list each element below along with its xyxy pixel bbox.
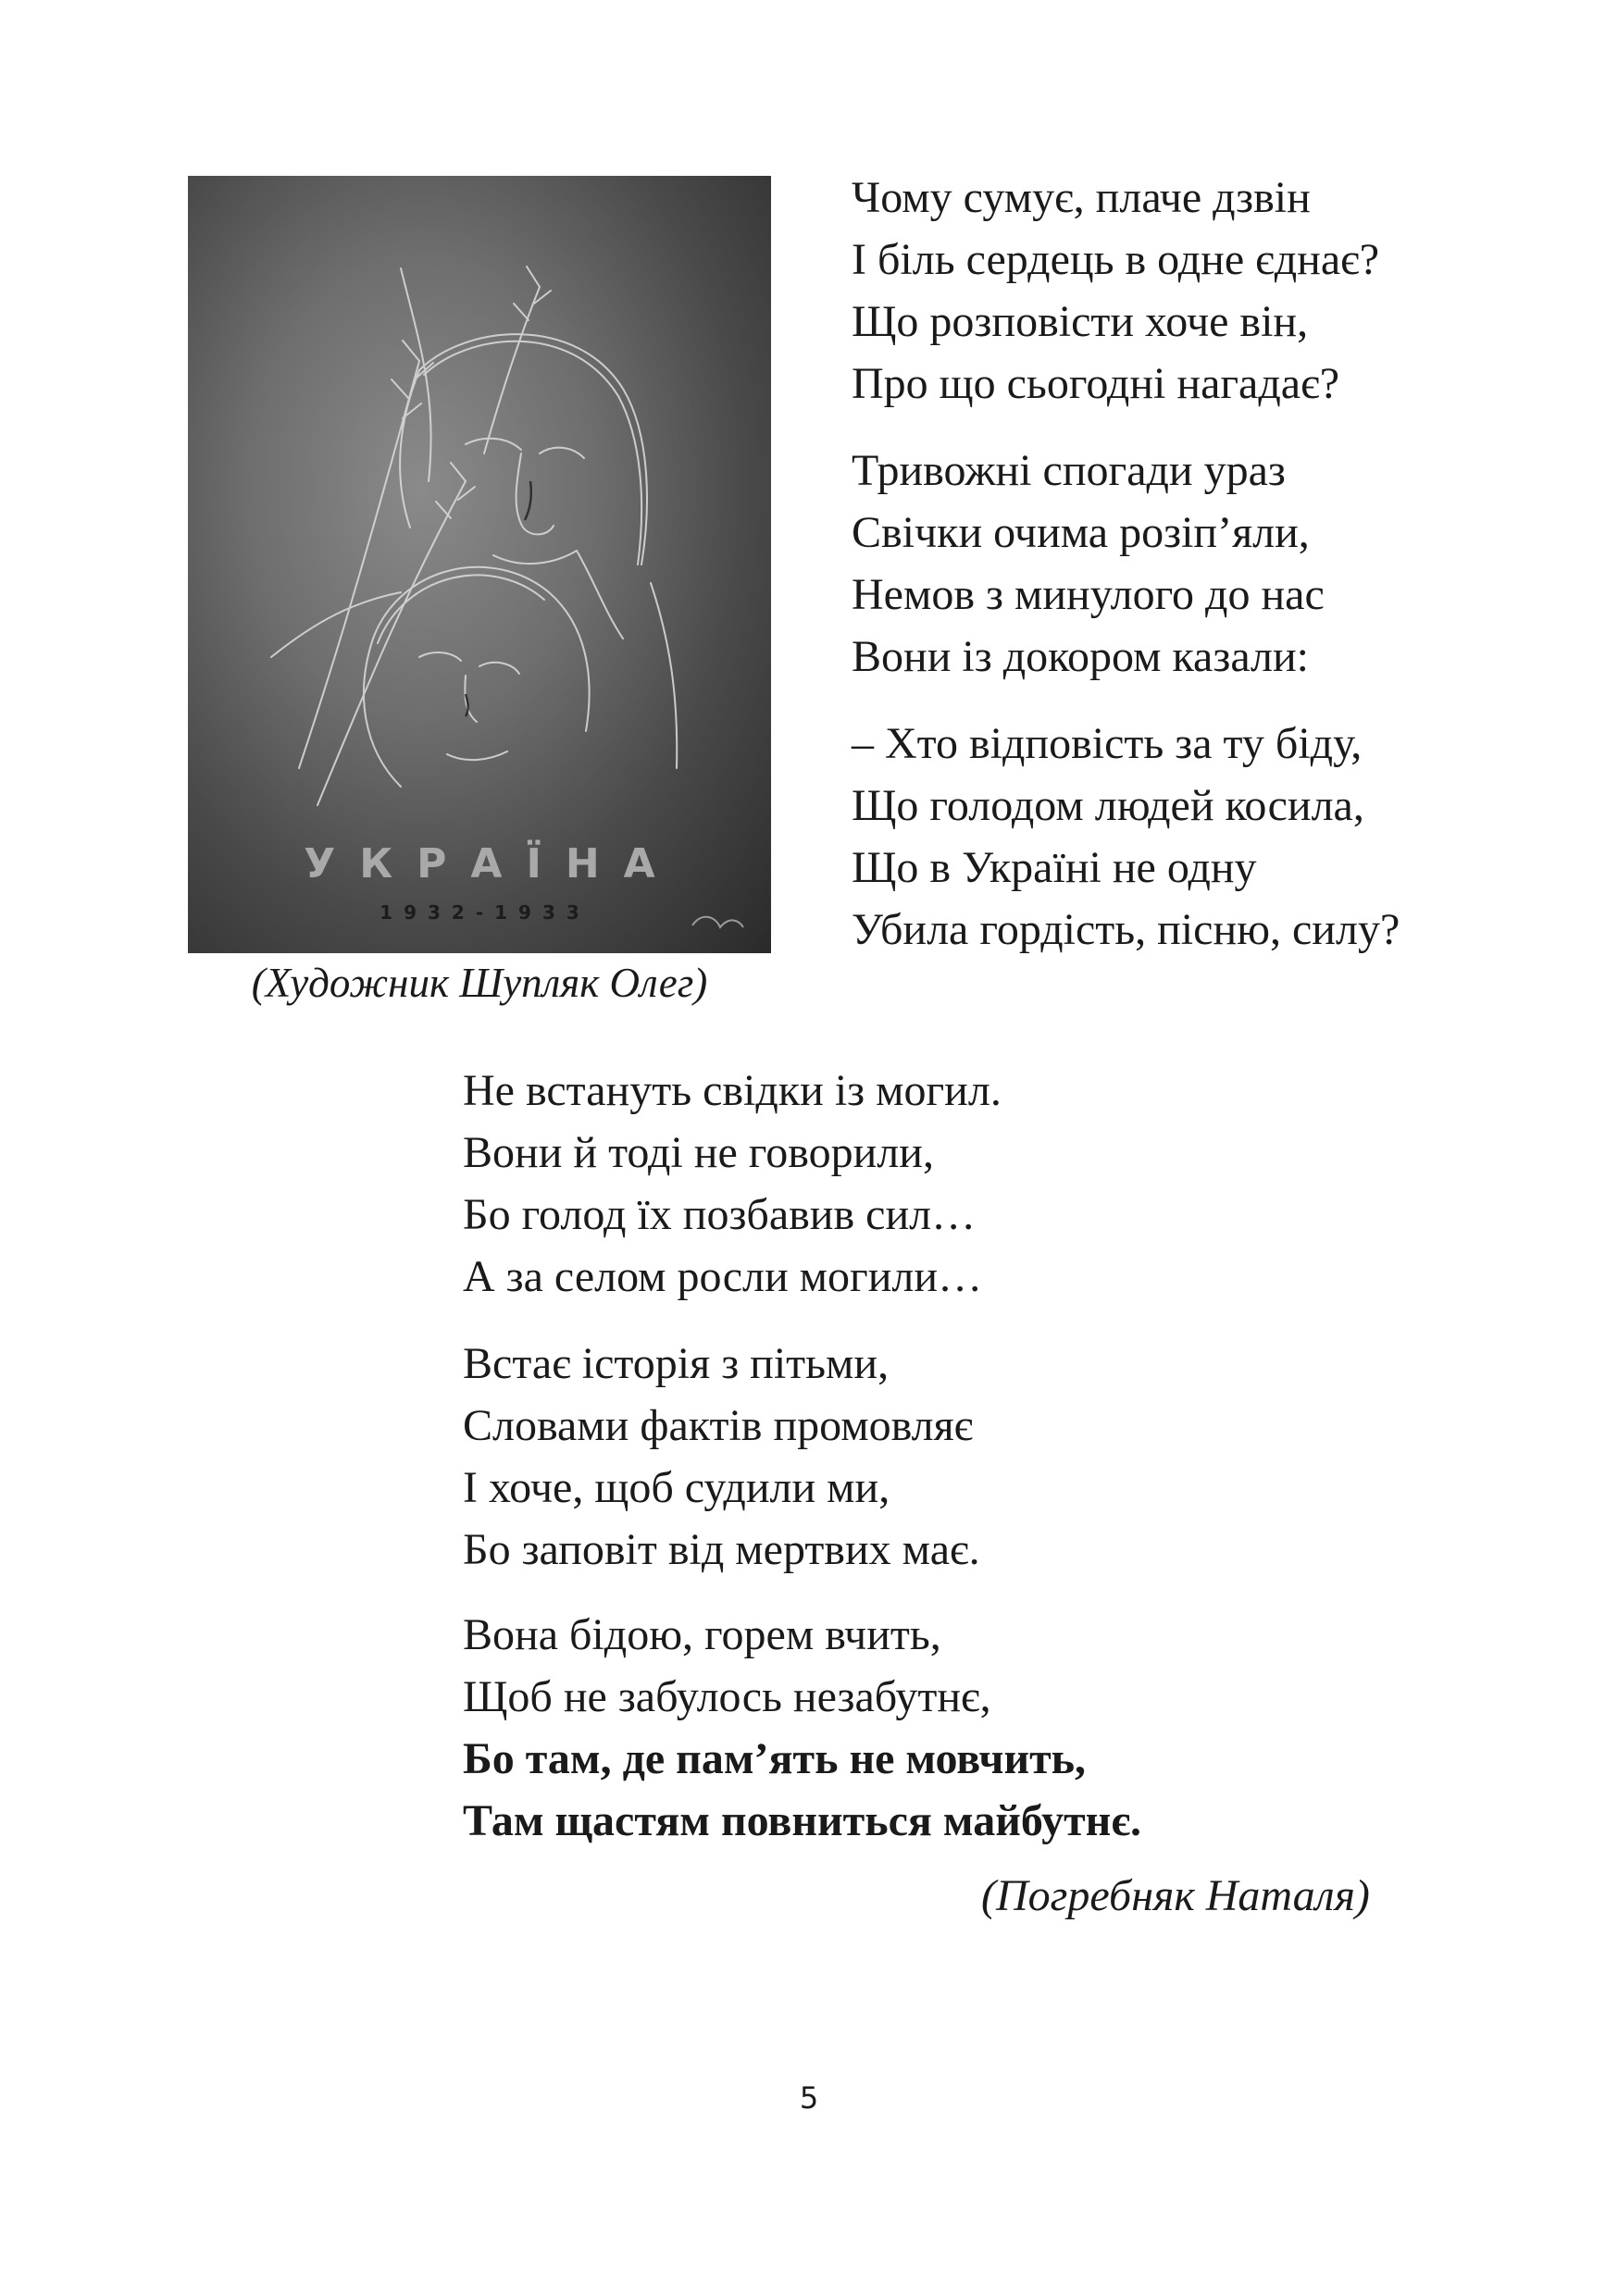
- poem-line-bold: Там щастям повниться майбутнє.: [463, 1796, 1142, 1845]
- poem-line: Вони із докором казали:: [852, 632, 1310, 681]
- poem-line: Словами фактів промовляє: [463, 1401, 974, 1450]
- poem-line: Що розповісти хоче він,: [852, 297, 1309, 346]
- poem-line: Убила гордість, пісню, силу?: [852, 905, 1400, 954]
- poem-line: Не встануть свідки із могил.: [463, 1066, 1002, 1115]
- poem-line: Немов з минулого до нас: [852, 570, 1325, 619]
- poem-line: Встає історія з пітьми,: [463, 1339, 890, 1388]
- poem-line: Що голодом людей косила,: [852, 781, 1364, 830]
- poster-image: [188, 176, 771, 953]
- stanza-6: [463, 1604, 1141, 1852]
- page-number: 5: [799, 2080, 819, 2116]
- poem-author: (Погребняк Наталя): [981, 1871, 1370, 1920]
- stanza-2: [852, 440, 1325, 688]
- poem-line: Тривожні спогади ураз: [852, 446, 1286, 495]
- poem-line: Вона бідою, горем вчить,: [463, 1610, 941, 1659]
- poem-line: І хоче, щоб судили ми,: [463, 1463, 890, 1512]
- poem-line: Що в Україні не одну: [852, 843, 1257, 892]
- poem-line: А за селом росли могили…: [463, 1252, 983, 1301]
- poem-line: Вони й тоді не говорили,: [463, 1128, 934, 1177]
- stanza-1: [852, 167, 1379, 415]
- image-caption: (Художник Шупляк Олег): [251, 960, 708, 1006]
- poem-line: – Хто відповість за ту біду,: [852, 719, 1363, 768]
- poem-line: Щоб не забулось незабутнє,: [463, 1672, 991, 1721]
- poem-line: Свічки очима розіп’яли,: [852, 508, 1310, 557]
- poem-line: Бо заповіт від мертвих має.: [463, 1525, 980, 1574]
- poem-line: Про що сьогодні нагадає?: [852, 359, 1339, 408]
- stanza-3: [852, 713, 1400, 961]
- poem-line-bold: Бо там, де пам’ять не мовчить,: [463, 1734, 1087, 1783]
- poster-title: УКРАЇНА: [304, 840, 679, 887]
- sketch-illustration: [188, 176, 771, 953]
- poster-years: 1932-1933: [380, 901, 591, 924]
- poem-line: Бо голод їх позбавив сил…: [463, 1190, 977, 1239]
- poem-line: Чому сумує, плаче дзвін: [852, 173, 1311, 222]
- stanza-4: [463, 1060, 1002, 1308]
- poem-line: І біль сердець в одне єднає?: [852, 235, 1380, 284]
- stanza-5: [463, 1333, 980, 1581]
